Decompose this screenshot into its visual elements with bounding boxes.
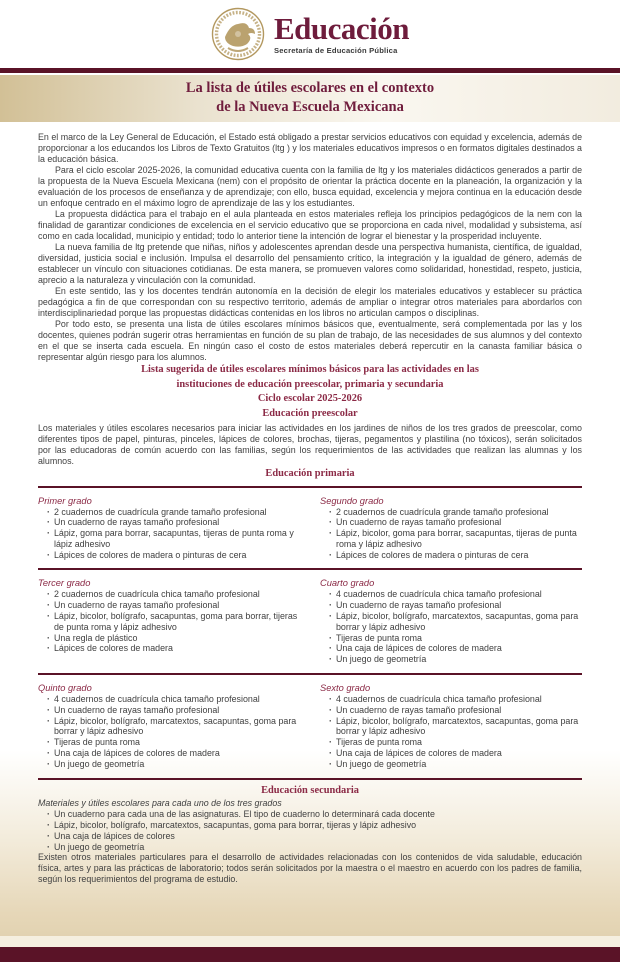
- list-item: · Lápiz, goma para borrar, sacapuntas, tijeras de punta roma y lápiz adhesivo: [47, 528, 300, 550]
- secundaria-list: [38, 809, 582, 852]
- list-item: · Tijeras de punta roma: [329, 633, 582, 644]
- grade-list: [320, 694, 582, 770]
- closing-paragraph: Existen otros materiales particulares para el desarrollo de actividades relacionadas con los contenidos de vida saludable, educación física, artes y para las prácticas de laboratorio; todos serán solicitados por la maestra o el maestro en acuerdo con los padres de familia, según los requerimientos del programa de estudio.: [38, 852, 582, 885]
- grade-name: Tercer grado: [38, 578, 91, 589]
- list-item: · Lápiz, bicolor, bolígrafo, marcatextos, sacapuntas, goma para borrar y lápiz adhesivo: [329, 611, 582, 633]
- mexico-coat-of-arms-icon: [211, 7, 265, 61]
- list-item: · Un cuaderno de rayas tamaño profesional: [329, 705, 582, 716]
- section-divider: [38, 486, 582, 488]
- list-item: · Tijeras de punta roma: [329, 737, 582, 748]
- school-cycle-heading: Ciclo escolar 2025-2026: [257, 393, 363, 404]
- list-item: · Lápiz, bicolor, bolígrafo, marcatextos, sacapuntas, goma para borrar y lápiz adhesivo: [47, 716, 300, 738]
- list-item: · Un juego de geometría: [47, 842, 582, 853]
- list-item: · Una caja de lápices de colores de madera: [329, 643, 582, 654]
- list-item: · Un juego de geometría: [329, 759, 582, 770]
- list-item: · Una caja de lápices de colores de madera: [329, 748, 582, 759]
- intro-paragraph: La nueva familia de ltg pretende que niñas, niños y adolescentes aprendan desde una perspectiva humanista, científica, de igualdad, diversidad, justicia social e inclusión. Impulsa el desarrollo del pensamiento crítico, la integración y la igualdad de género, además de establecer un vínculo con situaciones cotidianas. De esta manera, se promueven valores como solidaridad, honestidad, respeto, justicia, aprecio a la naturaleza y vinculación con la comunidad.: [38, 242, 582, 285]
- primaria-row-3: [38, 679, 582, 774]
- document-body: [0, 122, 620, 885]
- intro-paragraph: La propuesta didáctica para el trabajo en el aula planteada en estos materiales refleja los principios pedagógicos de la nem con la finalidad de garantizar condiciones de excelencia en el servicio educativo que se proporciona en cada nivel, modalidad y subsistema, así como en cada localidad, municipio y entidad; todo lo anterior tiene la intención de lograr el bienestar y la prosperidad incluyente.: [38, 209, 582, 241]
- list-item: · Lápiz, bicolor, bolígrafo, marcatextos, sacapuntas, goma para borrar, tijeras y lápiz adhesivo: [47, 820, 582, 831]
- list-item: · Tijeras de punta roma: [47, 737, 300, 748]
- intro-paragraph: En el marco de la Ley General de Educación, el Estado está obligado a prestar servicios educativos con equidad y excelencia, además de proporcionar a los educandos los Libros de Texto Gratuitos (ltg ) y los materiales educativos impresos o en formatos digitales destinados a la educación básica.: [38, 132, 582, 164]
- list-item: · Un cuaderno de rayas tamaño profesional: [47, 705, 300, 716]
- row-divider: [38, 778, 582, 780]
- grade-list: [38, 589, 300, 654]
- footer-maroon-bar: [0, 947, 620, 962]
- list-item: · Lápices de colores de madera o pinturas de cera: [329, 550, 582, 561]
- grade-block-quinto: [38, 682, 300, 770]
- list-item: · Una regla de plástico: [47, 633, 300, 644]
- page-title-line1: La lista de útiles escolares en el contexto: [185, 80, 435, 96]
- row-divider: [38, 568, 582, 570]
- section-heading-secundaria: Educación secundaria: [261, 784, 359, 796]
- grade-list: [38, 507, 300, 561]
- grade-name: Sexto grado: [320, 683, 371, 694]
- primaria-row-2: [38, 574, 582, 669]
- section-heading-preescolar: Educación preescolar: [262, 407, 358, 419]
- logo-subtitle: Secretaría de Educación Pública: [273, 45, 398, 55]
- grade-name: Cuarto grado: [320, 578, 375, 589]
- secundaria-subheading: Materiales y útiles escolares para cada uno de los tres grados: [38, 798, 282, 809]
- grade-block-segundo: [320, 495, 582, 561]
- grade-name: Primer grado: [38, 495, 92, 506]
- list-item: · Un cuaderno para cada una de las asignaturas. El tipo de cuaderno lo determinará cada docente: [47, 809, 582, 820]
- list-item: · Una caja de lápices de colores de madera: [47, 748, 300, 759]
- primaria-row-1: [38, 492, 582, 565]
- intro-paragraph: Para el ciclo escolar 2025-2026, la comunidad educativa cuenta con la familia de ltg y los materiales didácticos generados a partir de la propuesta de la Nueva Escuela Mexicana (nem) con el propósito de orientar la práctica docente en la planeación, la organización y la evaluación de los procesos de enseñanza y de aprendizaje; con ello, busca equidad, excelencia y mejora continua en la educación desde un enfoque centrado en el máximo logro de aprendizaje de las y los estudiantes.: [38, 165, 582, 208]
- grade-list: [38, 694, 300, 770]
- sep-logo: [211, 7, 409, 61]
- list-item: · Una caja de lápices de colores: [47, 831, 582, 842]
- row-divider: [38, 673, 582, 675]
- header: [0, 0, 620, 68]
- list-item: · 2 cuadernos de cuadrícula chica tamaño profesional: [47, 589, 300, 600]
- list-item: · Un cuaderno de rayas tamaño profesional: [47, 600, 300, 611]
- list-item: · Lápiz, bicolor, bolígrafo, marcatextos, sacapuntas, goma para borrar y lápiz adhesivo: [329, 716, 582, 738]
- list-item: · 4 cuadernos de cuadrícula chica tamaño profesional: [329, 589, 582, 600]
- title-band: [0, 75, 620, 122]
- grade-list: [320, 589, 582, 665]
- logo-wordmark: Educación: [273, 10, 410, 46]
- preescolar-paragraph: Los materiales y útiles escolares necesarios para iniciar las actividades en los jardines de niños de los tres grados de preescolar, como diferentes tipos de papel, pinturas, pinceles, lápices de colores, brochas, tijeras, pegamentos y plastilina (no tóxicos), serán solicitados por las educadoras de común acuerdo con las familias, según los requerimientos de las actividades que realizan las alumnas y los alumnos.: [38, 423, 582, 466]
- list-item: · Un cuaderno de rayas tamaño profesional: [47, 517, 300, 528]
- grade-block-primer: [38, 495, 300, 561]
- logo-text-block: [273, 10, 410, 55]
- list-item: · Lápiz, bicolor, goma para borrar, sacapuntas, tijeras de punta roma y lápiz adhesivo: [329, 528, 582, 550]
- grade-block-tercer: [38, 577, 300, 665]
- grade-block-sexto: [320, 682, 582, 770]
- list-item: · 2 cuadernos de cuadrícula grande tamaño profesional: [329, 507, 582, 518]
- grade-list: [320, 507, 582, 561]
- list-heading-line2: instituciones de educación preescolar, primaria y secundaria: [176, 378, 444, 390]
- list-item: · Un cuaderno de rayas tamaño profesional: [329, 600, 582, 611]
- list-item: · Un juego de geometría: [329, 654, 582, 665]
- list-item: · 2 cuadernos de cuadrícula grande tamaño profesional: [47, 507, 300, 518]
- intro-paragraph: Por todo esto, se presenta una lista de útiles escolares mínimos básicos que, eventualmente, será complementada por las y los docentes, quienes podrán sugerir otras herramientas en función de su plan de trabajo, de las necesidades de sus alumnos y del contexto en el que se inserta cada escuela. En ningún caso el costo de estos materiales deberá repercutir en la canasta familiar básica o representar algún riesgo para los alumnos.: [38, 319, 582, 362]
- grade-block-cuarto: [320, 577, 582, 665]
- section-heading-primaria: Educación primaria: [265, 468, 355, 479]
- page-title-line2: de la Nueva Escuela Mexicana: [216, 99, 404, 115]
- list-heading-line1: Lista sugerida de útiles escolares mínimos básicos para las actividades en las: [141, 364, 479, 375]
- list-item: · 4 cuadernos de cuadrícula chica tamaño profesional: [329, 694, 582, 705]
- list-item: · Lápices de colores de madera: [47, 643, 300, 654]
- intro-paragraph: En este sentido, las y los docentes tendrán autonomía en la decisión de elegir los materiales educativos y establecer su práctica pedagógica a fin de que correspondan con su respectivo territorio, además de ampliar o integrar otros materiales para abordarlos con interdisciplinariedad porque las propuestas didácticas contenidas en los libros no articulan campos o disciplinas.: [38, 286, 582, 318]
- footer-light-strip: [0, 936, 620, 947]
- list-item: · Un cuaderno de rayas tamaño profesional: [329, 517, 582, 528]
- list-item: · Lápiz, bicolor, bolígrafo, sacapuntas, goma para borrar, tijeras de punta roma y lápiz adhesivo: [47, 611, 300, 633]
- list-item: · 4 cuadernos de cuadrícula chica tamaño profesional: [47, 694, 300, 705]
- list-item: · Lápices de colores de madera o pinturas de cera: [47, 550, 300, 561]
- grade-name: Segundo grado: [320, 495, 384, 506]
- grade-name: Quinto grado: [38, 683, 92, 694]
- list-item: · Un juego de geometría: [47, 759, 300, 770]
